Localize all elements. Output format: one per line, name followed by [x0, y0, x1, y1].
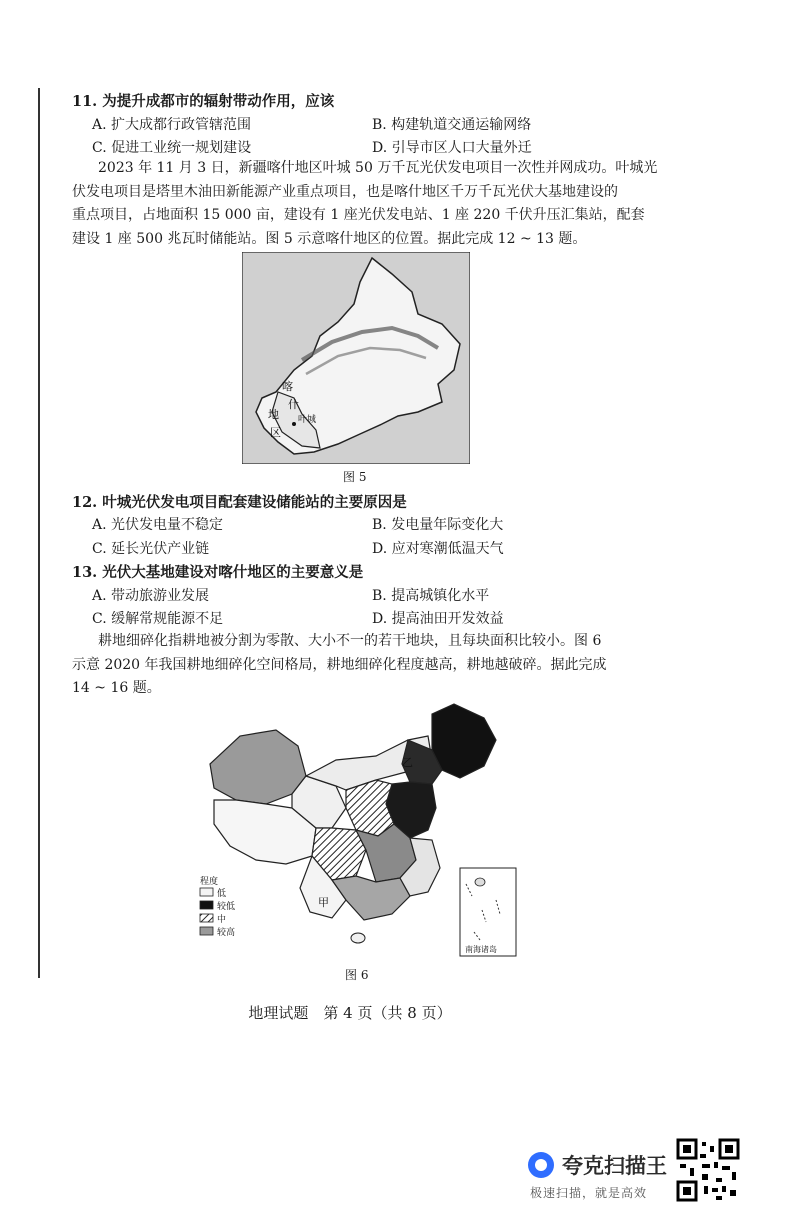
passage-line: 14 ~ 16 题。: [72, 680, 161, 696]
passage-line: 建设 1 座 500 兆瓦时储能站。图 5 示意喀什地区的位置。据此完成 12 ~ 13 题。: [72, 230, 587, 247]
figure-6-caption: 图 6: [345, 968, 369, 982]
label-ka: 喀: [282, 380, 293, 393]
q13-option-d: D. 提高油田开发效益: [372, 611, 504, 627]
q11-option-c: C. 促进工业统一规划建设: [92, 140, 252, 156]
region-xinjiang: [210, 730, 306, 804]
q12-stem: 12. 叶城光伏发电项目配套建设储能站的主要原因是: [72, 494, 407, 511]
south-china-sea-inset: [460, 868, 516, 956]
region-northeast: [432, 704, 496, 778]
q12-option-d: D. 应对寒潮低温天气: [372, 541, 504, 557]
q12-option-a: A. 光伏发电量不稳定: [92, 517, 224, 533]
page-footer: 地理试题 第 4 页（共 8 页）: [248, 1004, 452, 1022]
legend-lower: 较低: [217, 902, 236, 912]
margin-line: [38, 88, 40, 978]
watermark-name: 夸克扫描王: [562, 1154, 667, 1178]
label-di: 地: [268, 408, 279, 421]
quark-logo-icon: [528, 1152, 554, 1178]
legend-swatch-low: [200, 888, 213, 896]
legend-mid: 中: [217, 915, 227, 925]
figure-6-china-map: [196, 700, 520, 962]
label-yecheng: 叶城: [298, 415, 317, 425]
legend-swatch-lower: [200, 901, 213, 909]
q13-option-a: A. 带动旅游业发展: [92, 588, 210, 604]
legend-low: 低: [217, 889, 227, 899]
q13-option-c: C. 缓解常规能源不足: [92, 611, 224, 627]
legend-swatch-higher: [200, 927, 213, 935]
q13-stem: 13. 光伏大基地建设对喀什地区的主要意义是: [72, 564, 364, 581]
q12-option-b: B. 发电量年际变化大: [372, 517, 504, 533]
figure-5-caption: 图 5: [343, 470, 367, 484]
map-legend: [200, 875, 235, 938]
region-loess: [346, 780, 394, 836]
legend-higher: 较高: [217, 928, 236, 938]
label-shi: 什: [288, 398, 299, 411]
hainan-island: [351, 933, 365, 943]
q12-option-c: C. 延长光伏产业链: [92, 541, 210, 557]
q11-option-b: B. 构建轨道交通运输网络: [372, 117, 532, 133]
yecheng-point: [292, 422, 296, 426]
passage-farmland: [72, 630, 652, 701]
q11-option-a: A. 扩大成都行政管辖范围: [92, 117, 252, 133]
inset-label: 南海诸岛: [465, 945, 497, 954]
qr-code-icon: [676, 1138, 740, 1202]
q13-option-b: B. 提高城镇化水平: [372, 588, 490, 604]
passage-line: 耕地细碎化指耕地被分割为零散、大小不一的若干地块，且每块面积比较小。图 6: [98, 633, 602, 649]
legend-swatch-mid: [200, 914, 213, 922]
label-yi: 乙: [402, 756, 413, 769]
passage-line: 2023 年 11 月 3 日，新疆喀什地区叶城 50 万千瓦光伏发电项目一次性并网成功。叶城光: [98, 160, 658, 176]
q11-stem: 11. 为提升成都市的辐射带动作用，应该: [72, 93, 335, 110]
passage-kashgar: [72, 157, 658, 251]
passage-line: 示意 2020 年我国耕地细碎化空间格局，耕地细碎化程度越高，耕地越破碎。据此完成: [72, 656, 607, 673]
label-jia: 甲: [318, 896, 329, 909]
figure-5-xinjiang-map: [242, 252, 470, 464]
watermark-slogan: 极速扫描，就是高效: [530, 1186, 648, 1200]
passage-line: 重点项目，占地面积 15 000 亩，建设有 1 座光伏发电站、1 座 220 千伏升压汇集站，配套: [72, 207, 645, 223]
q11-option-d: D. 引导市区人口大量外迁: [372, 140, 532, 156]
label-qu: 区: [270, 426, 281, 439]
passage-line: 伏发电项目是塔里木油田新能源产业重点项目，也是喀什地区千万千瓦光伏大基地建设的: [72, 183, 618, 200]
legend-title: 程度: [200, 877, 219, 887]
